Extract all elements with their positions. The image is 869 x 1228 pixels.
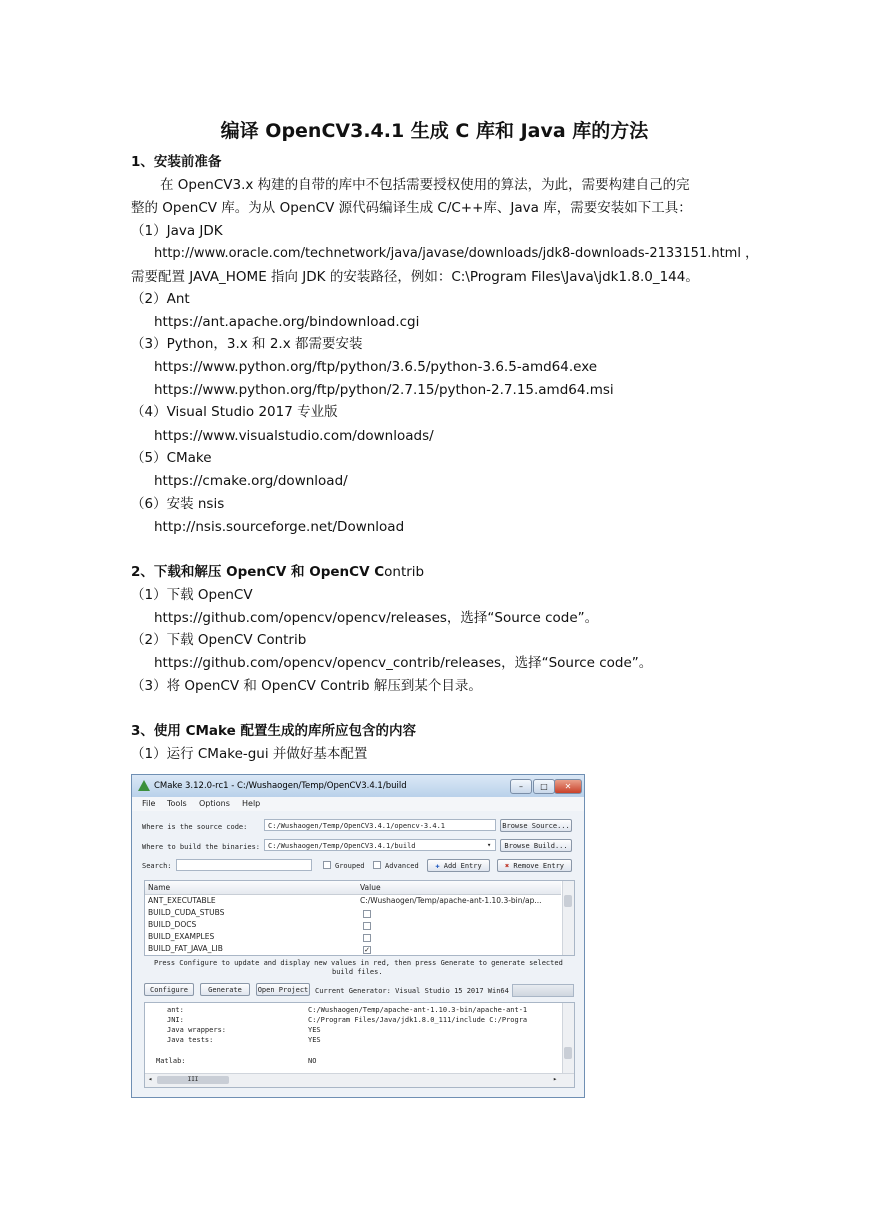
progress-bar bbox=[512, 984, 574, 997]
s1-item-1-note: 需要配置 JAVA_HOME 指向 JDK 的安装路径，例如：C:\Program Files\Java\jdk1.8.0_144。 bbox=[131, 269, 699, 285]
menu-tools[interactable]: Tools bbox=[167, 799, 187, 808]
table-row[interactable] bbox=[145, 932, 561, 944]
browse-build-button[interactable]: Browse Build... bbox=[500, 839, 572, 852]
current-generator: Current Generator: Visual Studio 15 2017 Win64 bbox=[315, 987, 509, 995]
s1-item-1-url: http://www.oracle.com/technetwork/java/javase/downloads/jdk8-downloads-2133151.html ， bbox=[154, 246, 759, 261]
menu-options[interactable]: Options bbox=[199, 799, 230, 808]
section-1-heading: 1、安装前准备 bbox=[131, 154, 222, 170]
build-input[interactable]: C:/Wushaogen/Temp/OpenCV3.4.1/build bbox=[264, 839, 496, 851]
s3-item-1: （1）运行 CMake-gui 并做好基本配置 bbox=[131, 746, 368, 762]
column-name-header[interactable]: Name bbox=[148, 883, 171, 892]
section-2-heading bbox=[131, 563, 424, 581]
section-2-heading-rest: ontrib bbox=[384, 564, 425, 580]
s1-intro-line1: 在 OpenCV3.x 构建的自带的库中不包括需要授权使用的算法，为此，需要构建自己的完 bbox=[160, 177, 690, 193]
row-name: BUILD_DOCS bbox=[148, 920, 197, 929]
advanced-label: Advanced bbox=[385, 862, 419, 870]
hint-line1: Press Configure to update and display new values in red, then press Generate to generate selected bbox=[154, 959, 563, 967]
add-entry-label: Add Entry bbox=[443, 862, 482, 870]
s1-item-3: （3）Python，3.x 和 2.x 都需要安装 bbox=[131, 336, 363, 352]
cache-table bbox=[144, 880, 575, 956]
row-checkbox-checked[interactable]: ✓ bbox=[364, 946, 370, 954]
output-scroll-thumb[interactable] bbox=[564, 1047, 572, 1059]
output-key: ant: bbox=[167, 1006, 184, 1014]
row-name: BUILD_FAT_JAVA_LIB bbox=[148, 944, 223, 953]
output-value: C:/Wushaogen/Temp/apache-ant-1.10.3-bin/apache-ant-1 bbox=[308, 1006, 528, 1014]
maximize-button[interactable]: □ bbox=[533, 779, 555, 794]
document-title: 编译 OpenCV3.4.1 生成 C 库和 Java 库的方法 bbox=[220, 120, 649, 142]
remove-icon: ✖ bbox=[504, 862, 510, 870]
minimize-button[interactable]: – bbox=[510, 779, 532, 794]
s2-item-1-url: https://github.com/opencv/opencv/releases，选择“Source code”。 bbox=[154, 610, 599, 626]
s2-item-1: （1）下载 OpenCV bbox=[131, 587, 253, 603]
configure-button[interactable]: Configure bbox=[144, 983, 194, 996]
s1-item-2: （2）Ant bbox=[131, 291, 190, 307]
s1-item-4: （4）Visual Studio 2017 专业版 bbox=[131, 404, 338, 420]
output-value: YES bbox=[308, 1026, 321, 1034]
table-row[interactable] bbox=[145, 908, 561, 920]
section-3-heading: 3、使用 CMake 配置生成的库所应包含的内容 bbox=[131, 723, 417, 739]
build-dropdown-chevron-down-icon[interactable]: ▾ bbox=[487, 841, 492, 849]
search-input[interactable] bbox=[176, 859, 312, 871]
open-project-button[interactable]: Open Project bbox=[256, 983, 310, 996]
s1-item-3-url2: https://www.python.org/ftp/python/2.7.15/python-2.7.15.amd64.msi bbox=[154, 382, 614, 398]
output-key: Java tests: bbox=[167, 1036, 214, 1044]
menu-help[interactable]: Help bbox=[242, 799, 261, 808]
output-value: NO bbox=[308, 1057, 317, 1065]
output-key: Java wrappers: bbox=[167, 1026, 227, 1034]
s1-item-5-url: https://cmake.org/download/ bbox=[154, 473, 348, 489]
row-value: C:/Wushaogen/Temp/apache-ant-1.10.3-bin/ap... bbox=[360, 896, 542, 905]
source-label: Where is the source code: bbox=[142, 823, 248, 831]
s2-item-2-url: https://github.com/opencv/opencv_contrib/releases，选择“Source code”。 bbox=[154, 655, 653, 671]
add-entry-button[interactable] bbox=[427, 859, 490, 872]
output-horizontal-scrollbar[interactable] bbox=[145, 1073, 574, 1087]
table-scroll-thumb[interactable] bbox=[564, 895, 572, 907]
s1-item-2-url: https://ant.apache.org/bindownload.cgi bbox=[154, 314, 420, 330]
close-button[interactable]: ✕ bbox=[554, 779, 582, 794]
table-vertical-scrollbar[interactable] bbox=[562, 881, 574, 955]
section-2-heading-bold: 2、下载和解压 OpenCV 和 OpenCV C bbox=[131, 564, 385, 580]
browse-source-button[interactable]: Browse Source... bbox=[500, 819, 572, 832]
advanced-checkbox[interactable] bbox=[373, 861, 381, 869]
table-row[interactable] bbox=[145, 920, 561, 932]
menu-file[interactable]: File bbox=[142, 799, 156, 808]
output-vertical-scrollbar[interactable] bbox=[562, 1003, 574, 1073]
remove-entry-label: Remove Entry bbox=[513, 862, 564, 870]
scroll-right-icon[interactable]: ▸ bbox=[553, 1075, 558, 1083]
cmake-window-title: CMake 3.12.0-rc1 - C:/Wushaogen/Temp/OpenCV3.4.1/build bbox=[154, 781, 407, 791]
s1-item-5: （5）CMake bbox=[131, 450, 212, 466]
s1-item-6: （6）安装 nsis bbox=[131, 496, 225, 512]
s1-item-3-url1: https://www.python.org/ftp/python/3.6.5/python-3.6.5-amd64.exe bbox=[154, 359, 598, 375]
output-hscroll-thumb[interactable]: III bbox=[157, 1076, 229, 1084]
output-value: YES bbox=[308, 1036, 321, 1044]
row-name: ANT_EXECUTABLE bbox=[148, 896, 216, 905]
output-key: JNI: bbox=[167, 1016, 184, 1024]
plus-icon: ✚ bbox=[435, 862, 440, 870]
s1-intro-line2: 整的 OpenCV 库。为从 OpenCV 源代码编译生成 C/C++库、Java 库，需要安装如下工具： bbox=[131, 200, 692, 216]
table-row[interactable] bbox=[145, 944, 561, 956]
row-checkbox[interactable] bbox=[363, 934, 371, 942]
cmake-window bbox=[131, 774, 585, 1098]
cache-table-header bbox=[145, 881, 561, 895]
search-label: Search: bbox=[142, 862, 172, 870]
grouped-checkbox[interactable] bbox=[323, 861, 331, 869]
build-label: Where to build the binaries: bbox=[142, 843, 261, 851]
output-value: C:/Program Files/Java/jdk1.8.0_111/include C:/Progra bbox=[308, 1016, 528, 1024]
s2-item-3: （3）将 OpenCV 和 OpenCV Contrib 解压到某个目录。 bbox=[131, 678, 482, 694]
grouped-label: Grouped bbox=[335, 862, 365, 870]
s1-item-4-url: https://www.visualstudio.com/downloads/ bbox=[154, 428, 434, 444]
s1-item-6-url: http://nsis.sourceforge.net/Download bbox=[154, 519, 405, 535]
s2-item-2: （2）下载 OpenCV Contrib bbox=[131, 632, 307, 648]
scroll-left-icon[interactable]: ◂ bbox=[148, 1075, 153, 1083]
hint-line2: build files. bbox=[332, 968, 383, 976]
generate-button[interactable]: Generate bbox=[200, 983, 250, 996]
output-log bbox=[144, 1002, 575, 1088]
s1-item-1: （1）Java JDK bbox=[131, 223, 223, 239]
row-checkbox[interactable] bbox=[363, 922, 371, 930]
row-checkbox[interactable] bbox=[363, 910, 371, 918]
table-row[interactable] bbox=[145, 896, 561, 908]
row-name: BUILD_CUDA_STUBS bbox=[148, 908, 225, 917]
cmake-menubar bbox=[132, 797, 584, 811]
source-input[interactable]: C:/Wushaogen/Temp/OpenCV3.4.1/opencv-3.4.1 bbox=[264, 819, 496, 831]
cmake-titlebar bbox=[132, 775, 584, 797]
column-value-header[interactable]: Value bbox=[360, 883, 381, 892]
remove-entry-button[interactable] bbox=[497, 859, 572, 872]
row-name: BUILD_EXAMPLES bbox=[148, 932, 215, 941]
output-key: Matlab: bbox=[156, 1057, 186, 1065]
cmake-logo-icon bbox=[138, 780, 150, 791]
